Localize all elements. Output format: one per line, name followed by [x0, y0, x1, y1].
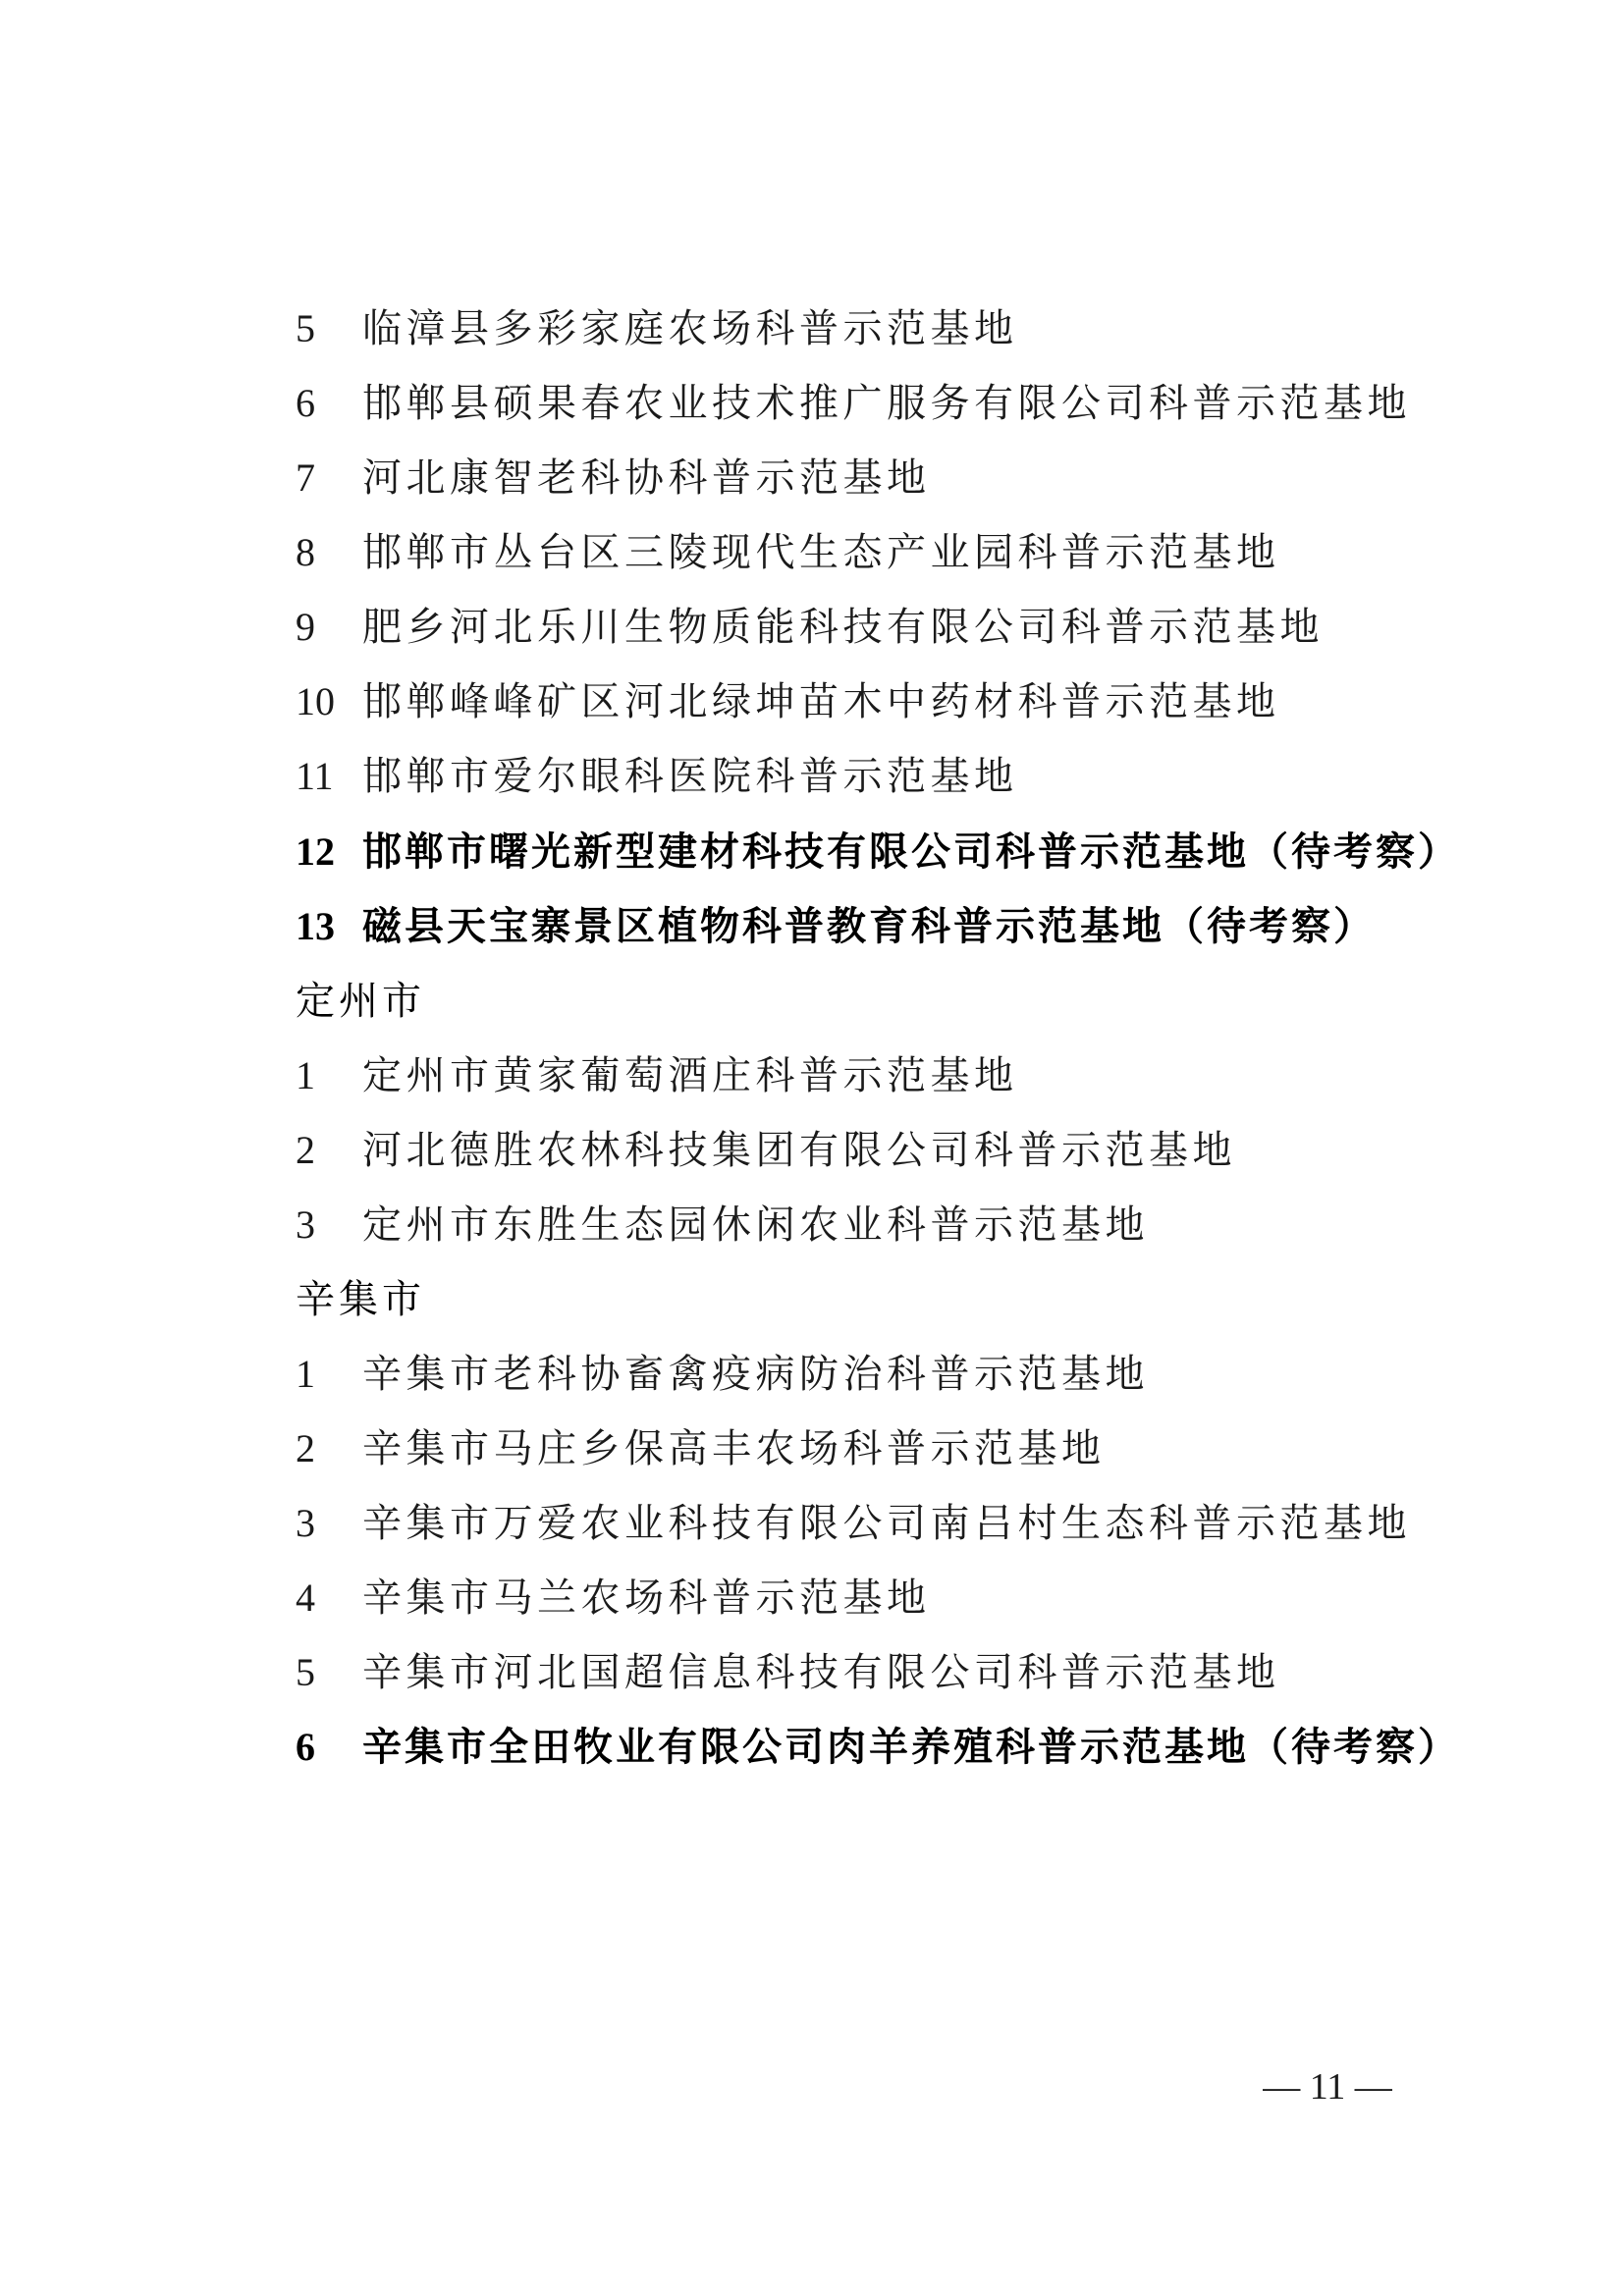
item-text: 磁县天宝寨景区植物科普教育科普示范基地（待考察） — [362, 903, 1376, 949]
item-number: 1 — [296, 1053, 315, 1097]
item-number: 12 — [296, 829, 335, 874]
list-item — [296, 1419, 1106, 1478]
list-item-pending — [296, 1718, 1460, 1777]
item-number: 9 — [296, 605, 315, 649]
item-number: 7 — [296, 455, 315, 500]
item-number: 3 — [296, 1501, 315, 1545]
list-item — [296, 1643, 1280, 1702]
item-text: 邯郸市丛台区三陵现代生态产业园科普示范基地 — [362, 530, 1280, 575]
item-number: 5 — [296, 306, 315, 350]
list-item — [296, 1121, 1236, 1180]
item-number: 10 — [296, 679, 335, 723]
list-item-pending — [296, 897, 1376, 956]
list-item — [296, 747, 1018, 806]
list-item — [296, 1196, 1149, 1255]
item-number: 6 — [296, 381, 315, 425]
item-number: 2 — [296, 1128, 315, 1172]
item-number: 2 — [296, 1426, 315, 1470]
page-number: — 11 — — [1263, 2066, 1392, 2108]
list-item — [296, 449, 931, 507]
item-text: 辛集市河北国超信息科技有限公司科普示范基地 — [362, 1650, 1280, 1695]
list-item — [296, 1569, 931, 1628]
item-text: 辛集市全田牧业有限公司肉羊养殖科普示范基地（待考察） — [362, 1724, 1460, 1770]
list-item — [296, 672, 1280, 731]
item-text: 肥乡河北乐川生物质能科技有限公司科普示范基地 — [362, 605, 1324, 650]
list-item — [296, 374, 1411, 433]
item-number: 5 — [296, 1650, 315, 1694]
item-text: 邯郸县硕果春农业技术推广服务有限公司科普示范基地 — [362, 381, 1411, 426]
item-text: 临漳县多彩家庭农场科普示范基地 — [362, 306, 1018, 351]
item-text: 辛集市万爱农业科技有限公司南吕村生态科普示范基地 — [362, 1501, 1411, 1546]
item-text: 邯郸峰峰矿区河北绿坤苗木中药材科普示范基地 — [362, 679, 1280, 724]
item-text: 河北康智老科协科普示范基地 — [362, 455, 931, 501]
item-number: 3 — [296, 1202, 315, 1247]
item-text: 河北德胜农林科技集团有限公司科普示范基地 — [362, 1128, 1236, 1173]
item-text: 邯郸市曙光新型建材科技有限公司科普示范基地（待考察） — [362, 828, 1460, 875]
list-item — [296, 598, 1324, 657]
list-item — [296, 1345, 1149, 1404]
item-text: 辛集市马兰农场科普示范基地 — [362, 1575, 931, 1621]
item-number: 6 — [296, 1725, 315, 1769]
section-heading-xinji: 辛集市 — [296, 1277, 425, 1322]
item-number: 4 — [296, 1575, 315, 1620]
list-item-pending — [296, 823, 1460, 881]
list-item — [296, 1046, 1018, 1105]
section-heading-dingzhou: 定州市 — [296, 979, 425, 1024]
list-item — [296, 523, 1280, 582]
item-number: 11 — [296, 754, 334, 798]
item-text: 定州市黄家葡萄酒庄科普示范基地 — [362, 1053, 1018, 1098]
item-number: 8 — [296, 530, 315, 574]
list-item — [296, 1494, 1411, 1553]
item-number: 13 — [296, 904, 335, 948]
item-text: 辛集市马庄乡保高丰农场科普示范基地 — [362, 1426, 1106, 1471]
item-text: 定州市东胜生态园休闲农业科普示范基地 — [362, 1202, 1149, 1248]
item-number: 1 — [296, 1352, 315, 1396]
list-item — [296, 299, 1018, 358]
item-text: 邯郸市爱尔眼科医院科普示范基地 — [362, 754, 1018, 799]
item-text: 辛集市老科协畜禽疫病防治科普示范基地 — [362, 1352, 1149, 1397]
